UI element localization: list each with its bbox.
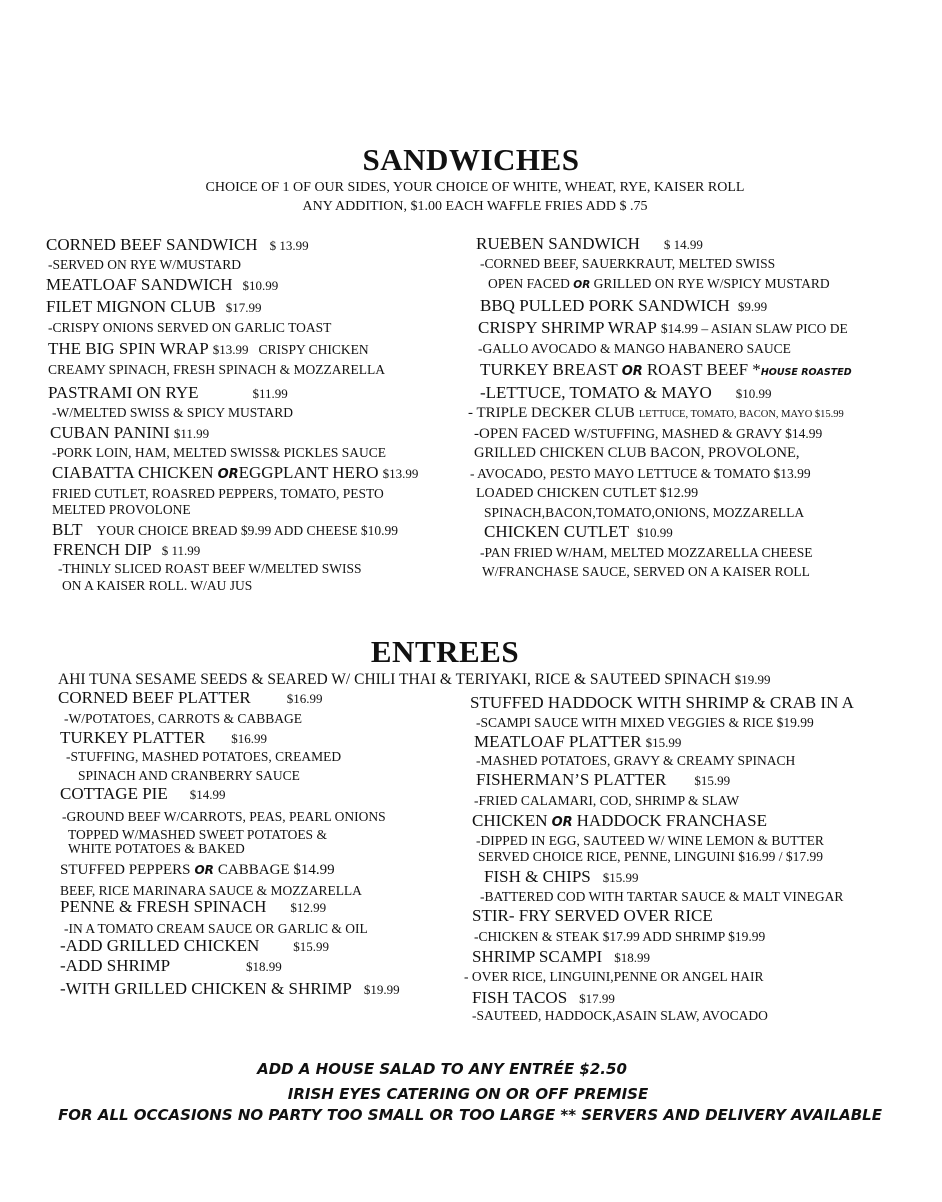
fish-tacos-item <box>472 989 615 1007</box>
add-grilled-chicken-item <box>60 937 329 955</box>
chicken-cutlet-desc-1: -PAN FRIED W/HAM, MELTED MOZZARELLA CHEESE <box>480 545 813 560</box>
item-desc: YOUR CHOICE BREAD $9.99 ADD CHEESE $10.99 <box>96 523 399 538</box>
entrees-title: ENTREES <box>370 634 520 669</box>
big-spin-wrap-item <box>48 340 369 358</box>
item-name: FRENCH DIP <box>53 540 152 559</box>
item-name: FISHERMAN’S PLATTER <box>476 770 667 789</box>
rueben-item <box>476 235 703 253</box>
item-price: $18.99 <box>246 959 282 974</box>
corned-beef-platter-item <box>58 689 322 707</box>
shrimp-wrap-item <box>478 319 848 337</box>
item-name: BBQ PULLED PORK SANDWICH <box>480 296 730 315</box>
fish-chips-desc: -BATTERED COD WITH TARTAR SAUCE & MALT VINEGAR <box>480 889 844 904</box>
item-name: FISH TACOS <box>472 988 568 1007</box>
item-price: $10.99 <box>242 278 279 293</box>
item-name: THE BIG SPIN WRAP <box>48 339 209 358</box>
grilled-chicken-club-desc: - AVOCADO, PESTO MAYO LETTUCE & TOMATO $13.99 <box>470 466 811 481</box>
item-price: $19.99 <box>363 982 400 997</box>
meatloaf-platter-desc: -MASHED POTATOES, GRAVY & CREAMY SPINACH <box>476 753 796 768</box>
franchase-desc-1: -DIPPED IN EGG, SAUTEED W/ WINE LEMON & BUTTER <box>476 833 824 848</box>
open-faced-item <box>474 426 822 442</box>
item-name: CHICKEN <box>472 811 548 830</box>
item-price: $15.99 <box>645 735 682 750</box>
item-price: $9.99 <box>737 299 768 314</box>
item-name: -OPEN FACED <box>474 426 570 442</box>
item-name: -ADD GRILLED CHICKEN <box>60 936 260 955</box>
item-name-alt: ROAST BEEF * <box>646 360 761 379</box>
or-handwritten: OR <box>621 364 643 379</box>
item-price: $12.99 <box>290 900 327 915</box>
item-price: $11.99 <box>252 386 288 401</box>
chicken-cutlet-desc-2: W/FRANCHASE SAUCE, SERVED ON A KAISER ROLL <box>482 564 810 579</box>
loaded-cutlet-desc: SPINACH,BACON,TOMATO,ONIONS, MOZZARELLA <box>484 505 805 520</box>
item-price: $17.99 <box>579 991 615 1006</box>
item-name: CHICKEN CUTLET <box>484 522 629 541</box>
item-price: $ 14.99 <box>663 237 703 252</box>
item-name: MEATLOAF PLATTER <box>474 732 642 751</box>
footer-catering: IRISH EYES CATERING ON OR OFF PREMISE <box>287 1085 649 1103</box>
stir-fry-desc: -CHICKEN & STEAK $17.99 ADD SHRIMP $19.99 <box>474 929 766 944</box>
item-price: $15.99 <box>694 773 731 788</box>
item-price: $ 13.99 <box>269 238 309 253</box>
or-handwritten: OR <box>217 467 239 482</box>
item-name-alt: HADDOCK FRANCHASE <box>576 811 767 830</box>
turkey-platter-desc-2: SPINACH AND CRANBERRY SAUCE <box>78 768 300 783</box>
item-name-alt: EGGPLANT HERO <box>238 463 379 482</box>
meatloaf-sandwich-item <box>46 276 278 294</box>
blt-item <box>52 521 398 539</box>
item-name: -ADD SHRIMP <box>60 956 171 975</box>
shrimp-scampi-desc: - OVER RICE, LINGUINI,PENNE OR ANGEL HAIR <box>464 969 764 984</box>
item-price: $15.99 <box>602 870 639 885</box>
item-name: AHI TUNA SESAME SEEDS & SEARED W/ CHILI THAI & TERIYAKI, RICE & SAUTEED SPINACH <box>58 671 731 688</box>
franchase-desc-2: SERVED CHOICE RICE, PENNE, LINGUINI $16.99 / $17.99 <box>478 849 824 864</box>
turkey-platter-desc-1: -STUFFING, MASHED POTATOES, CREAMED <box>66 749 342 764</box>
cuban-panini-item <box>50 424 209 442</box>
item-price: $16.99 <box>231 731 268 746</box>
cuban-desc: -PORK LOIN, HAM, MELTED SWISS& PICKLES SAUCE <box>52 445 387 460</box>
item-price: $ 11.99 <box>161 543 201 558</box>
item-name: CRISPY SHRIMP WRAP <box>478 318 657 337</box>
fishermans-platter-item <box>476 771 730 789</box>
rueben-desc-2 <box>488 277 830 291</box>
item-name: CORNED BEEF PLATTER <box>58 688 251 707</box>
item-price: $17.99 <box>225 300 262 315</box>
ciabatta-desc-2: MELTED PROVOLONE <box>52 502 191 517</box>
item-name: CIABATTA CHICKEN <box>52 463 214 482</box>
chicken-cutlet-item <box>484 523 673 541</box>
item-desc: -LETTUCE, TOMATO & MAYO <box>480 383 712 402</box>
sandwiches-title: SANDWICHES <box>362 142 580 177</box>
item-name: FISH & CHIPS <box>484 867 591 886</box>
turkey-breast-desc <box>480 384 771 402</box>
french-dip-desc-1: -THINLY SLICED ROAST BEEF W/MELTED SWISS <box>58 561 362 576</box>
item-price: $10.99 <box>636 525 673 540</box>
ciabatta-desc-1: FRIED CUTLET, ROASRED PEPPERS, TOMATO, PESTO <box>52 486 384 501</box>
cottage-pie-item <box>60 785 225 803</box>
fish-chips-item <box>484 868 639 886</box>
grilled-chicken-club-item: GRILLED CHICKEN CLUB BACON, PROVOLONE, <box>474 445 800 461</box>
cottage-pie-desc-1: -GROUND BEEF W/CARROTS, PEAS, PEARL ONIONS <box>62 809 386 824</box>
stuffed-peppers-item <box>60 862 335 878</box>
item-name: TURKEY BREAST <box>480 360 618 379</box>
item-price: $11.99 <box>173 426 210 441</box>
sandwiches-subtitle-2: ANY ADDITION, $1.00 EACH WAFFLE FRIES ADD $ .75 <box>302 199 648 214</box>
ahi-tuna-item <box>58 672 770 688</box>
item-desc: LETTUCE, TOMATO, BACON, MAYO $15.99 <box>638 409 844 420</box>
corned-beef-desc: -SERVED ON RYE W/MUSTARD <box>48 257 241 272</box>
item-name: - TRIPLE DECKER CLUB <box>468 405 635 421</box>
turkey-breast-item <box>480 361 852 379</box>
sandwiches-subtitle-1: CHOICE OF 1 OF OUR SIDES, YOUR CHOICE OF WHITE, WHEAT, RYE, KAISER ROLL <box>205 180 745 195</box>
fish-tacos-desc: -SAUTEED, HADDOCK,ASAIN SLAW, AVOCADO <box>472 1008 768 1023</box>
french-dip-item <box>53 541 200 559</box>
item-desc: CRISPY CHICKEN <box>258 342 369 357</box>
item-name: BLT <box>52 520 83 539</box>
corned-beef-sandwich-item <box>46 236 309 254</box>
filet-mignon-item <box>46 298 261 316</box>
stuffed-haddock-desc: -SCAMPI SAUCE WITH MIXED VEGGIES & RICE $19.99 <box>476 715 814 730</box>
stuffed-peppers-desc: BEEF, RICE MARINARA SAUCE & MOZZARELLA <box>60 883 362 898</box>
item-name: RUEBEN SANDWICH <box>476 234 640 253</box>
big-spin-desc: CREAMY SPINACH, FRESH SPINACH & MOZZARELLA <box>48 362 386 377</box>
item-name: CORNED BEEF SANDWICH <box>46 235 258 254</box>
french-dip-desc-2: ON A KAISER ROLL. W/AU JUS <box>62 578 253 593</box>
fishermans-platter-desc: -FRIED CALAMARI, COD, SHRIMP & SLAW <box>474 793 740 808</box>
cottage-pie-desc-3: WHITE POTATOES & BAKED <box>68 841 245 856</box>
item-name: CUBAN PANINI <box>50 423 170 442</box>
item-name: MEATLOAF SANDWICH <box>46 275 233 294</box>
footer-house-salad: ADD A HOUSE SALAD TO ANY ENTRÉE $2.50 <box>257 1060 627 1078</box>
stuffed-haddock-item: STUFFED HADDOCK WITH SHRIMP & CRAB IN A <box>470 693 854 712</box>
item-name: -WITH GRILLED CHICKEN & SHRIMP <box>60 979 352 998</box>
pastrami-item <box>48 384 288 402</box>
triple-decker-item <box>468 405 844 421</box>
item-price: $13.99 <box>382 466 419 481</box>
item-price: $19.99 <box>734 672 771 687</box>
item-name: PASTRAMI ON RYE <box>48 383 199 402</box>
house-roasted-note: HOUSE ROASTED <box>760 367 852 378</box>
shrimp-wrap-desc: -GALLO AVOCADO & MANGO HABANERO SAUCE <box>478 341 791 356</box>
penne-desc: -IN A TOMATO CREAM SAUCE OR GARLIC & OIL <box>64 921 368 936</box>
item-name: COTTAGE PIE <box>60 784 168 803</box>
meatloaf-platter-item <box>474 733 681 751</box>
penne-item <box>60 898 326 916</box>
add-shrimp-item <box>60 957 282 975</box>
or-handwritten: OR <box>551 815 573 830</box>
item-desc: W/STUFFING, MASHED & GRAVY $14.99 <box>573 426 823 441</box>
item-name: FILET MIGNON CLUB <box>46 297 216 316</box>
ciabatta-item <box>52 464 418 482</box>
item-price: $18.99 <box>614 950 650 965</box>
item-price: $14.99 – ASIAN SLAW PICO DE <box>660 321 848 336</box>
item-name: PENNE & FRESH SPINACH <box>60 897 267 916</box>
franchase-item <box>472 812 767 830</box>
corned-beef-platter-desc: -W/POTATOES, CARROTS & CABBAGE <box>64 711 302 726</box>
desc-part: OPEN FACED <box>488 276 570 291</box>
turkey-platter-item <box>60 729 267 747</box>
cottage-pie-desc-2: TOPPED W/MASHED SWEET POTATOES & <box>68 827 327 842</box>
with-grilled-chicken-shrimp-item <box>60 980 400 998</box>
item-name-alt: CABBAGE $14.99 <box>217 862 335 878</box>
loaded-cutlet-item: LOADED CHICKEN CUTLET $12.99 <box>476 486 699 501</box>
desc-part: GRILLED ON RYE W/SPICY MUSTARD <box>593 276 830 291</box>
shrimp-scampi-item <box>472 948 650 966</box>
bbq-item <box>480 297 767 315</box>
footer-occasions: FOR ALL OCCASIONS NO PARTY TOO SMALL OR TOO LARGE ** SERVERS AND DELIVERY AVAILABLE <box>58 1106 882 1124</box>
rueben-desc-1: -CORNED BEEF, SAUERKRAUT, MELTED SWISS <box>480 256 776 271</box>
item-price: $13.99 <box>212 342 249 357</box>
item-price: $15.99 <box>293 939 330 954</box>
item-price: $14.99 <box>189 787 226 802</box>
item-name: TURKEY PLATTER <box>60 728 206 747</box>
pastrami-desc: -W/MELTED SWISS & SPICY MUSTARD <box>52 405 293 420</box>
filet-desc: -CRISPY ONIONS SERVED ON GARLIC TOAST <box>48 320 332 335</box>
item-name: SHRIMP SCAMPI <box>472 947 603 966</box>
item-price: $10.99 <box>735 386 772 401</box>
item-name: STUFFED PEPPERS <box>60 862 191 878</box>
stir-fry-item: STIR- FRY SERVED OVER RICE <box>472 906 713 925</box>
or-handwritten: OR <box>573 279 591 291</box>
item-price: $16.99 <box>286 691 323 706</box>
or-handwritten: OR <box>194 863 214 877</box>
